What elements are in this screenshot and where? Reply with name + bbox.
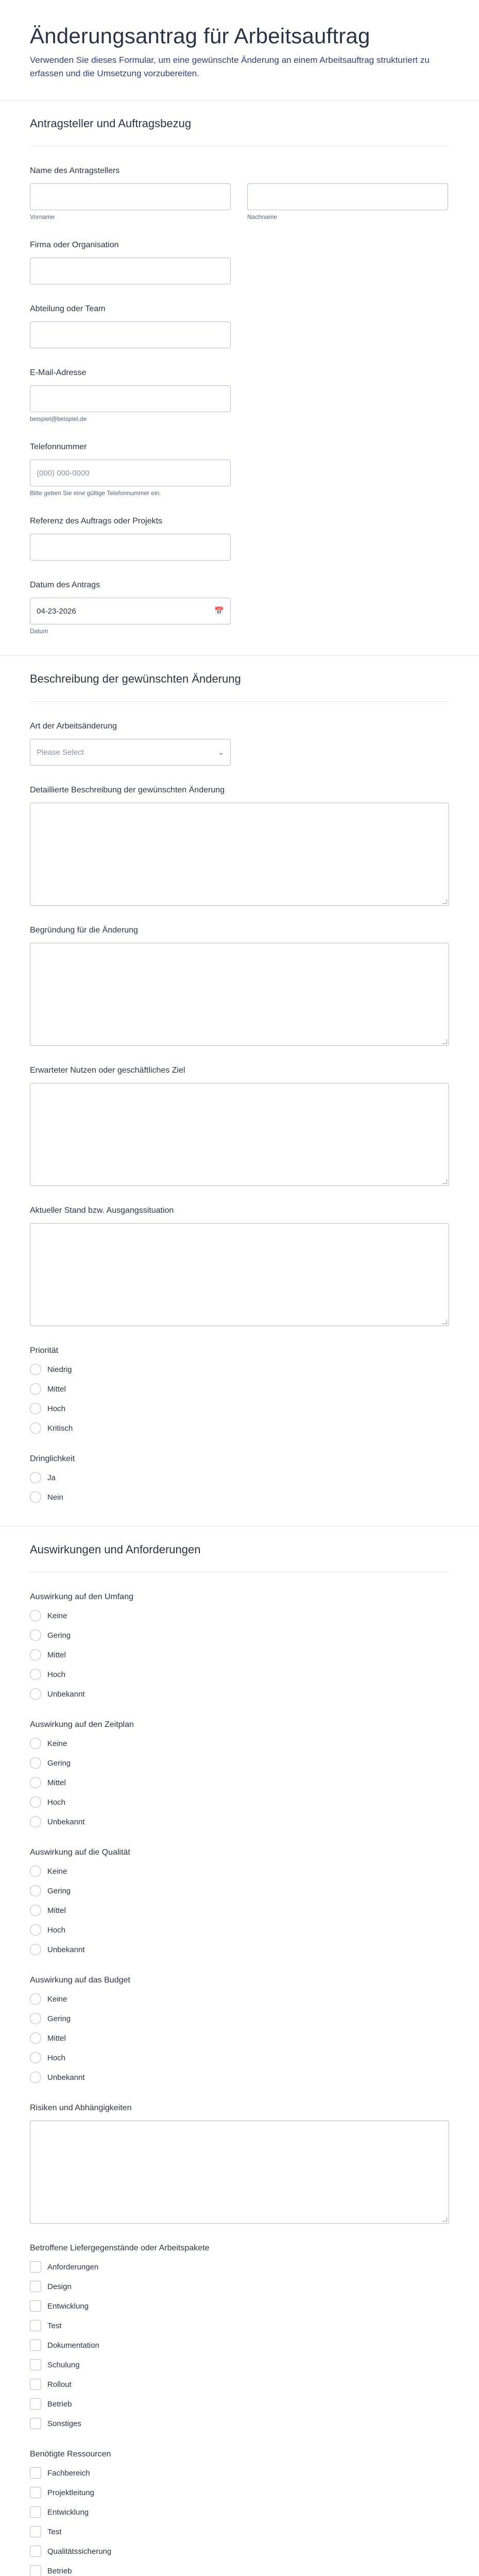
section-title: Auswirkungen und Anforderungen [30, 1527, 449, 1572]
priority-label: Priorität [30, 1346, 59, 1355]
option-label: Entwicklung [47, 2301, 89, 2311]
option-label: Mittel [47, 1384, 66, 1394]
phone-label: Telefonnummer [30, 443, 87, 451]
company-field [30, 240, 449, 284]
reason-field [30, 925, 449, 1046]
section-impact [0, 1526, 479, 2576]
checkbox[interactable] [30, 2340, 41, 2351]
schedule-option[interactable] [30, 1796, 449, 1808]
ref-label: Referenz des Auftrags oder Projekts [30, 517, 163, 526]
resources-field [30, 2449, 449, 2576]
radio[interactable] [30, 1944, 41, 1955]
radio[interactable] [30, 1492, 41, 1503]
last-name-sublabel: Nachname [247, 213, 278, 221]
deliverables-option[interactable] [30, 2339, 449, 2351]
reason-label: Begründung für die Änderung [30, 926, 138, 935]
type-select[interactable] [30, 739, 231, 766]
budget-option[interactable] [30, 2052, 449, 2064]
scope-option[interactable] [30, 1629, 449, 1641]
option-label: Test [47, 2527, 62, 2536]
option-label: Dokumentation [47, 2341, 99, 2350]
quality-option[interactable] [30, 1865, 449, 1877]
radio[interactable] [30, 1757, 41, 1769]
priority-option[interactable] [30, 1402, 449, 1415]
option-label: Betrieb [47, 2566, 72, 2575]
schedule-option[interactable] [30, 1737, 449, 1750]
risks-textarea[interactable] [30, 2121, 449, 2224]
radio[interactable] [30, 2052, 41, 2063]
phone-sublabel: Bitte geben Sie eine gültige Telefonnummer ein. [30, 489, 161, 497]
radio[interactable] [30, 1383, 41, 1395]
company-input[interactable] [30, 258, 231, 284]
scope-option[interactable] [30, 1668, 449, 1681]
scope-label: Auswirkung auf den Umfang [30, 1592, 133, 1601]
checkbox[interactable] [30, 2467, 41, 2479]
option-label: Keine [47, 1994, 67, 2004]
radio[interactable] [30, 1669, 41, 1680]
option-label: Keine [47, 1739, 67, 1748]
urgency-option[interactable] [30, 1491, 449, 1503]
type-placeholder: Please Select [37, 748, 84, 757]
checkbox[interactable] [30, 2546, 41, 2557]
option-label: Projektleitung [47, 2488, 94, 2497]
scope-field [30, 1592, 449, 1700]
option-label: Keine [47, 1611, 67, 1620]
option-label: Unbekannt [47, 1817, 85, 1826]
radio[interactable] [30, 1738, 41, 1749]
radio[interactable] [30, 1797, 41, 1808]
scope-option[interactable] [30, 1649, 449, 1661]
deliverables-option[interactable] [30, 2359, 449, 2371]
deliverables-label: Betroffene Liefergegenstände oder Arbeitspakete [30, 2244, 210, 2252]
option-label: Gering [47, 1631, 71, 1640]
option-label: Anforderungen [47, 2262, 99, 2272]
priority-field [30, 1346, 449, 1434]
option-label: Ja [47, 1473, 56, 1482]
option-label: Kritisch [47, 1423, 73, 1433]
radio[interactable] [30, 1630, 41, 1641]
option-label: Unbekannt [47, 2073, 85, 2082]
budget-field [30, 1975, 449, 2083]
option-label: Gering [47, 2014, 71, 2023]
option-label: Qualitätssicherung [47, 2547, 112, 2556]
checkbox[interactable] [30, 2526, 41, 2537]
section-change [0, 655, 479, 1503]
deliverables-option[interactable] [30, 2417, 449, 2430]
radio[interactable] [30, 2072, 41, 2083]
date-sublabel: Datum [30, 628, 48, 635]
option-label: Hoch [47, 1798, 66, 1807]
checkbox[interactable] [30, 2281, 41, 2292]
chevron-down-icon: ⌄ [218, 748, 224, 756]
option-label: Unbekannt [47, 1689, 85, 1699]
date-field [30, 580, 449, 635]
budget-option[interactable] [30, 2032, 449, 2044]
budget-option[interactable] [30, 1993, 449, 2005]
option-label: Test [47, 2321, 62, 2330]
email-field [30, 368, 449, 422]
first-name-sublabel: Vorname [30, 213, 55, 221]
form-description: Verwenden Sie dieses Formular, um eine gewünschte Änderung an einem Arbeitsauftrag strukturiert zu erfassen und die Umsetzung vorzubereiten. [30, 55, 430, 78]
quality-option[interactable] [30, 1904, 449, 1917]
dept-field [30, 304, 449, 348]
benefit-field [30, 1065, 449, 1186]
quality-option[interactable] [30, 1885, 449, 1897]
deliverables-option[interactable] [30, 2378, 449, 2391]
status-textarea[interactable] [30, 1223, 449, 1326]
radio[interactable] [30, 1472, 41, 1483]
checkbox[interactable] [30, 2487, 41, 2498]
radio[interactable] [30, 1866, 41, 1877]
desc-textarea[interactable] [30, 803, 449, 906]
priority-option[interactable] [30, 1363, 449, 1376]
resources-option[interactable] [30, 2467, 449, 2479]
deliverables-option[interactable] [30, 2280, 449, 2293]
resources-option[interactable] [30, 2545, 449, 2557]
option-label: Gering [47, 1886, 71, 1895]
radio[interactable] [30, 1777, 41, 1788]
status-field [30, 1206, 449, 1326]
priority-option[interactable] [30, 1422, 449, 1434]
deliverables-option[interactable] [30, 2300, 449, 2312]
option-label: Hoch [47, 1925, 66, 1935]
deliverables-option[interactable] [30, 2261, 449, 2273]
resources-label: Benötigte Ressourcen [30, 2450, 111, 2459]
radio[interactable] [30, 1403, 41, 1414]
benefit-textarea[interactable] [30, 1083, 449, 1186]
date-label: Datum des Antrags [30, 581, 100, 589]
radio[interactable] [30, 1610, 41, 1621]
phone-input[interactable]: (000) 000-0000 [30, 460, 231, 486]
radio[interactable] [30, 1688, 41, 1700]
option-label: Niedrig [47, 1365, 72, 1374]
desc-label: Detaillierte Beschreibung der gewünschten Änderung [30, 786, 225, 794]
scope-option[interactable] [30, 1688, 449, 1700]
form-header [0, 0, 479, 80]
quality-label: Auswirkung auf die Qualität [30, 1848, 130, 1857]
resources-option[interactable] [30, 2565, 449, 2576]
radio[interactable] [30, 1422, 41, 1434]
reason-textarea[interactable] [30, 943, 449, 1046]
deliverables-field [30, 2243, 449, 2430]
budget-option[interactable] [30, 2071, 449, 2083]
email-sublabel: beispiel@beispiel.de [30, 415, 87, 422]
option-label: Hoch [47, 1670, 66, 1679]
checkbox[interactable] [30, 2565, 41, 2576]
name-label: Name des Antragstellers [30, 166, 120, 175]
resources-option[interactable] [30, 2486, 449, 2499]
checkbox[interactable] [30, 2506, 41, 2518]
radio[interactable] [30, 1885, 41, 1896]
checkbox[interactable] [30, 2418, 41, 2429]
radio[interactable] [30, 1816, 41, 1827]
deliverables-option[interactable] [30, 2398, 449, 2410]
form-title: Änderungsantrag für Arbeitsauftrag [30, 24, 370, 48]
email-input[interactable] [30, 385, 231, 412]
option-label: Betrieb [47, 2399, 72, 2409]
date-value: 04-23-2026 [37, 606, 76, 616]
radio[interactable] [30, 1364, 41, 1375]
ref-input[interactable] [30, 534, 231, 561]
urgency-label: Dringlichkeit [30, 1454, 75, 1463]
option-label: Mittel [47, 2033, 66, 2043]
quality-field [30, 1848, 449, 1956]
option-label: Unbekannt [47, 1945, 85, 1954]
section-requester [0, 100, 479, 635]
checkbox[interactable] [30, 2379, 41, 2390]
option-label: Hoch [47, 2053, 66, 2062]
option-label: Schulung [47, 2360, 80, 2369]
schedule-option[interactable] [30, 1776, 449, 1789]
option-label: Mittel [47, 1906, 66, 1915]
budget-option[interactable] [30, 2012, 449, 2025]
option-label: Fachbereich [47, 2468, 90, 2478]
type-label: Art der Arbeitsänderung [30, 722, 117, 731]
schedule-option[interactable] [30, 1816, 449, 1828]
checkbox[interactable] [30, 2359, 41, 2370]
radio[interactable] [30, 1905, 41, 1916]
urgency-field [30, 1454, 449, 1503]
schedule-field [30, 1720, 449, 1828]
radio[interactable] [30, 1649, 41, 1660]
resources-option[interactable] [30, 2506, 449, 2518]
section-title: Antragsteller und Auftragsbezug [30, 100, 449, 146]
deliverables-option[interactable] [30, 2319, 449, 2332]
dept-label: Abteilung oder Team [30, 304, 106, 313]
quality-option[interactable] [30, 1924, 449, 1936]
phone-field [30, 442, 449, 497]
first-name-input[interactable] [30, 183, 231, 210]
resources-option[interactable] [30, 2526, 449, 2538]
calendar-icon[interactable]: 📅 [214, 607, 224, 616]
dept-input[interactable] [30, 321, 231, 348]
radio[interactable] [30, 1993, 41, 2005]
company-label: Firma oder Organisation [30, 241, 119, 249]
risks-label: Risiken und Abhängigkeiten [30, 2104, 132, 2112]
checkbox[interactable] [30, 2300, 41, 2312]
radio[interactable] [30, 1924, 41, 1936]
section-title: Beschreibung der gewünschten Änderung [30, 656, 449, 702]
scope-option[interactable] [30, 1609, 449, 1622]
option-label: Design [47, 2282, 72, 2291]
checkbox[interactable] [30, 2398, 41, 2410]
radio[interactable] [30, 2032, 41, 2044]
option-label: Keine [47, 1867, 67, 1876]
name-field [30, 166, 449, 221]
budget-label: Auswirkung auf das Budget [30, 1976, 130, 1985]
checkbox[interactable] [30, 2261, 41, 2273]
last-name-input[interactable] [247, 183, 448, 210]
urgency-option[interactable] [30, 1471, 449, 1484]
quality-option[interactable] [30, 1943, 449, 1956]
desc-field [30, 785, 449, 906]
option-label: Gering [47, 1758, 71, 1768]
schedule-option[interactable] [30, 1757, 449, 1769]
benefit-label: Erwarteter Nutzen oder geschäftliches Ziel [30, 1066, 185, 1075]
option-label: Rollout [47, 2380, 72, 2389]
option-label: Entwicklung [47, 2507, 89, 2517]
priority-option[interactable] [30, 1383, 449, 1395]
option-label: Mittel [47, 1650, 66, 1659]
option-label: Mittel [47, 1778, 66, 1787]
ref-field [30, 516, 449, 561]
option-label: Sonstiges [47, 2419, 81, 2428]
email-label: E-Mail-Adresse [30, 368, 87, 377]
radio[interactable] [30, 2013, 41, 2024]
date-input[interactable] [30, 598, 231, 624]
schedule-label: Auswirkung auf den Zeitplan [30, 1720, 134, 1729]
status-label: Aktueller Stand bzw. Ausgangssituation [30, 1206, 174, 1215]
checkbox[interactable] [30, 2320, 41, 2331]
option-label: Nein [47, 1493, 63, 1502]
risks-field [30, 2103, 449, 2224]
type-field [30, 721, 449, 766]
option-label: Hoch [47, 1404, 66, 1413]
